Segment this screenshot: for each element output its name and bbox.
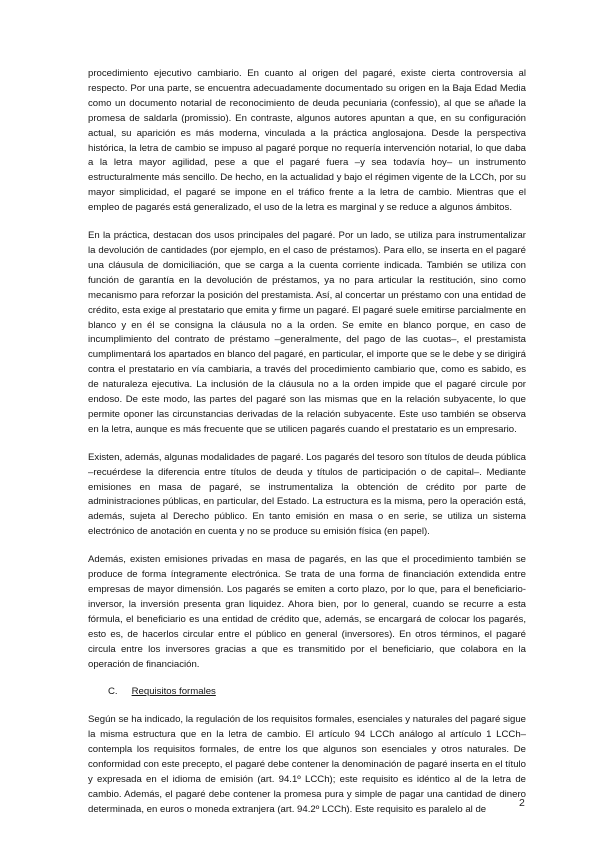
paragraph-private-issues: Además, existen emisiones privadas en masa de pagarés, en las que el procedimiento también se produce de forma íntegramente electrónica. Se trata de una forma de financiación extendida entre empresas de mayor dimensión. Los pagarés se emiten a corto plazo, por lo que, para el beneficiario-inversor, la inversión presenta gran liquidez. Ahora bien, por lo general, cuando se recurre a esta fórmula, el beneficiario es una entidad de crédito que, además, se encargará de colocar los pagarés, esto es, de hacerlos circular entre el público en general (inversores). En otros términos, el pagaré circula entre los inversores gracias a que es transmitido por el beneficiario, que colabora en la operación de financiación. bbox=[88, 554, 526, 670]
body-text bbox=[88, 67, 526, 831]
paragraph-origin: procedimiento ejecutivo cambiario. En cuanto al origen del pagaré, existe cierta controversia al respecto. Por una parte, se encuentra adecuadamente documentado su origen en la Baja Edad Media como un documento notarial de reconocimiento de deuda pecuniaria (confessio), al que se añade la promesa de saldarla (promissio). En contraste, algunos autores apuntan a que, en su configuración actual, su aparición es más moderna, vinculada a la práctica anglosajona. Desde la perspectiva histórica, la letra de cambio se impuso al pagaré porque no requería intervención notarial, lo que daba a la letra mayor agilidad, pese a que el pagaré fuera –y sea todavía hoy– un instrumento estructuralmente más sencillo. De hecho, en la actualidad y bajo el régimen vigente de la LCCh, por su mayor simplicidad, el pagaré se impone en el tráfico frente a la letra de cambio. Mientras que el empleo de pagarés está generalizado, el uso de la letra es marginal y se reduce a algunos ámbitos. bbox=[88, 68, 526, 214]
paragraph-modalities: Existen, además, algunas modalidades de pagaré. Los pagarés del tesoro son títulos de deuda pública –recuérdese la diferencia entre títulos de deuda y títulos de participación o de capital–. Mediante emisiones en masa de pagaré, se instrumentaliza la obtención de crédito por parte de administraciones públicas, en particular, del Estado. La estructura es la misma, pero la operación está, además, sujeta al Derecho público. En tanto emisión en masa o en serie, se utiliza un sistema electrónico de anotación en cuenta y no se produce su emisión física (en papel). bbox=[88, 451, 526, 538]
paragraph-uses: En la práctica, destacan dos usos principales del pagaré. Por un lado, se utiliza para instrumentalizar la devolución de cantidades (por ejemplo, en el caso de préstamos). Para ello, se inserta en el pagaré una cláusula de domiciliación, que se carga a la cuenta corriente indicada. También se utiliza con función de garantía en la devolución de préstamos, ya no para articular la restitución, sino como mecanismo para reforzar la posición del prestamista. Así, al concertar un préstamo con una entidad de crédito, esta exige al prestatario que emita y firme un pagaré. El pagaré suele emitirse parcialmente en blanco y en él se consigna la cláusula no a la orden. Se emite en blanco porque, en caso de incumplimiento del contrato de préstamo –generalmente, del pago de las cuotas–, el prestamista cumplimentará los apartados en blanco del pagaré, en particular, el importe que se le debe y se dirigirá contra el prestatario en vía cambiaria, a través del procedimiento cambiario que, como es sabido, es de naturaleza ejecutiva. La inclusión de la cláusula no a la orden impide que el pagaré circule por endoso. De este modo, las partes del pagaré son las mismas que en la relación subyacente, lo que permite oponer las circunstancias derivadas de la relación subyacente. Este uso también se observa en la letra, aunque es más frecuente que se utilicen pagarés cuando el prestatario es un empresario. bbox=[88, 230, 526, 435]
paragraph-formal-requirements: Según se ha indicado, la regulación de los requisitos formales, esenciales y naturales del pagaré sigue la misma estructura que en la letra de cambio. El artículo 94 LCCh análogo al artículo 1 LCCh–contempla los requisitos formales, de entre los que algunos son esenciales y otros naturales. De conformidad con este precepto, el pagaré debe contener la denominación de pagaré inserta en el título y expresada en el idioma de emisión (art. 94.1º LCCh); este requisito es idéntico al de la letra de cambio. Además, el pagaré debe contener la promesa pura y simple de pagar una cantidad de dinero determinada, en euros o moneda extranjera (art. 94.2º LCCh). Este requisito es paralelo al de bbox=[88, 714, 526, 815]
page-number: 2 bbox=[519, 797, 525, 809]
section-letter: C. bbox=[108, 686, 118, 698]
section-title: Requisitos formales bbox=[131, 686, 216, 698]
section-heading bbox=[108, 685, 526, 700]
